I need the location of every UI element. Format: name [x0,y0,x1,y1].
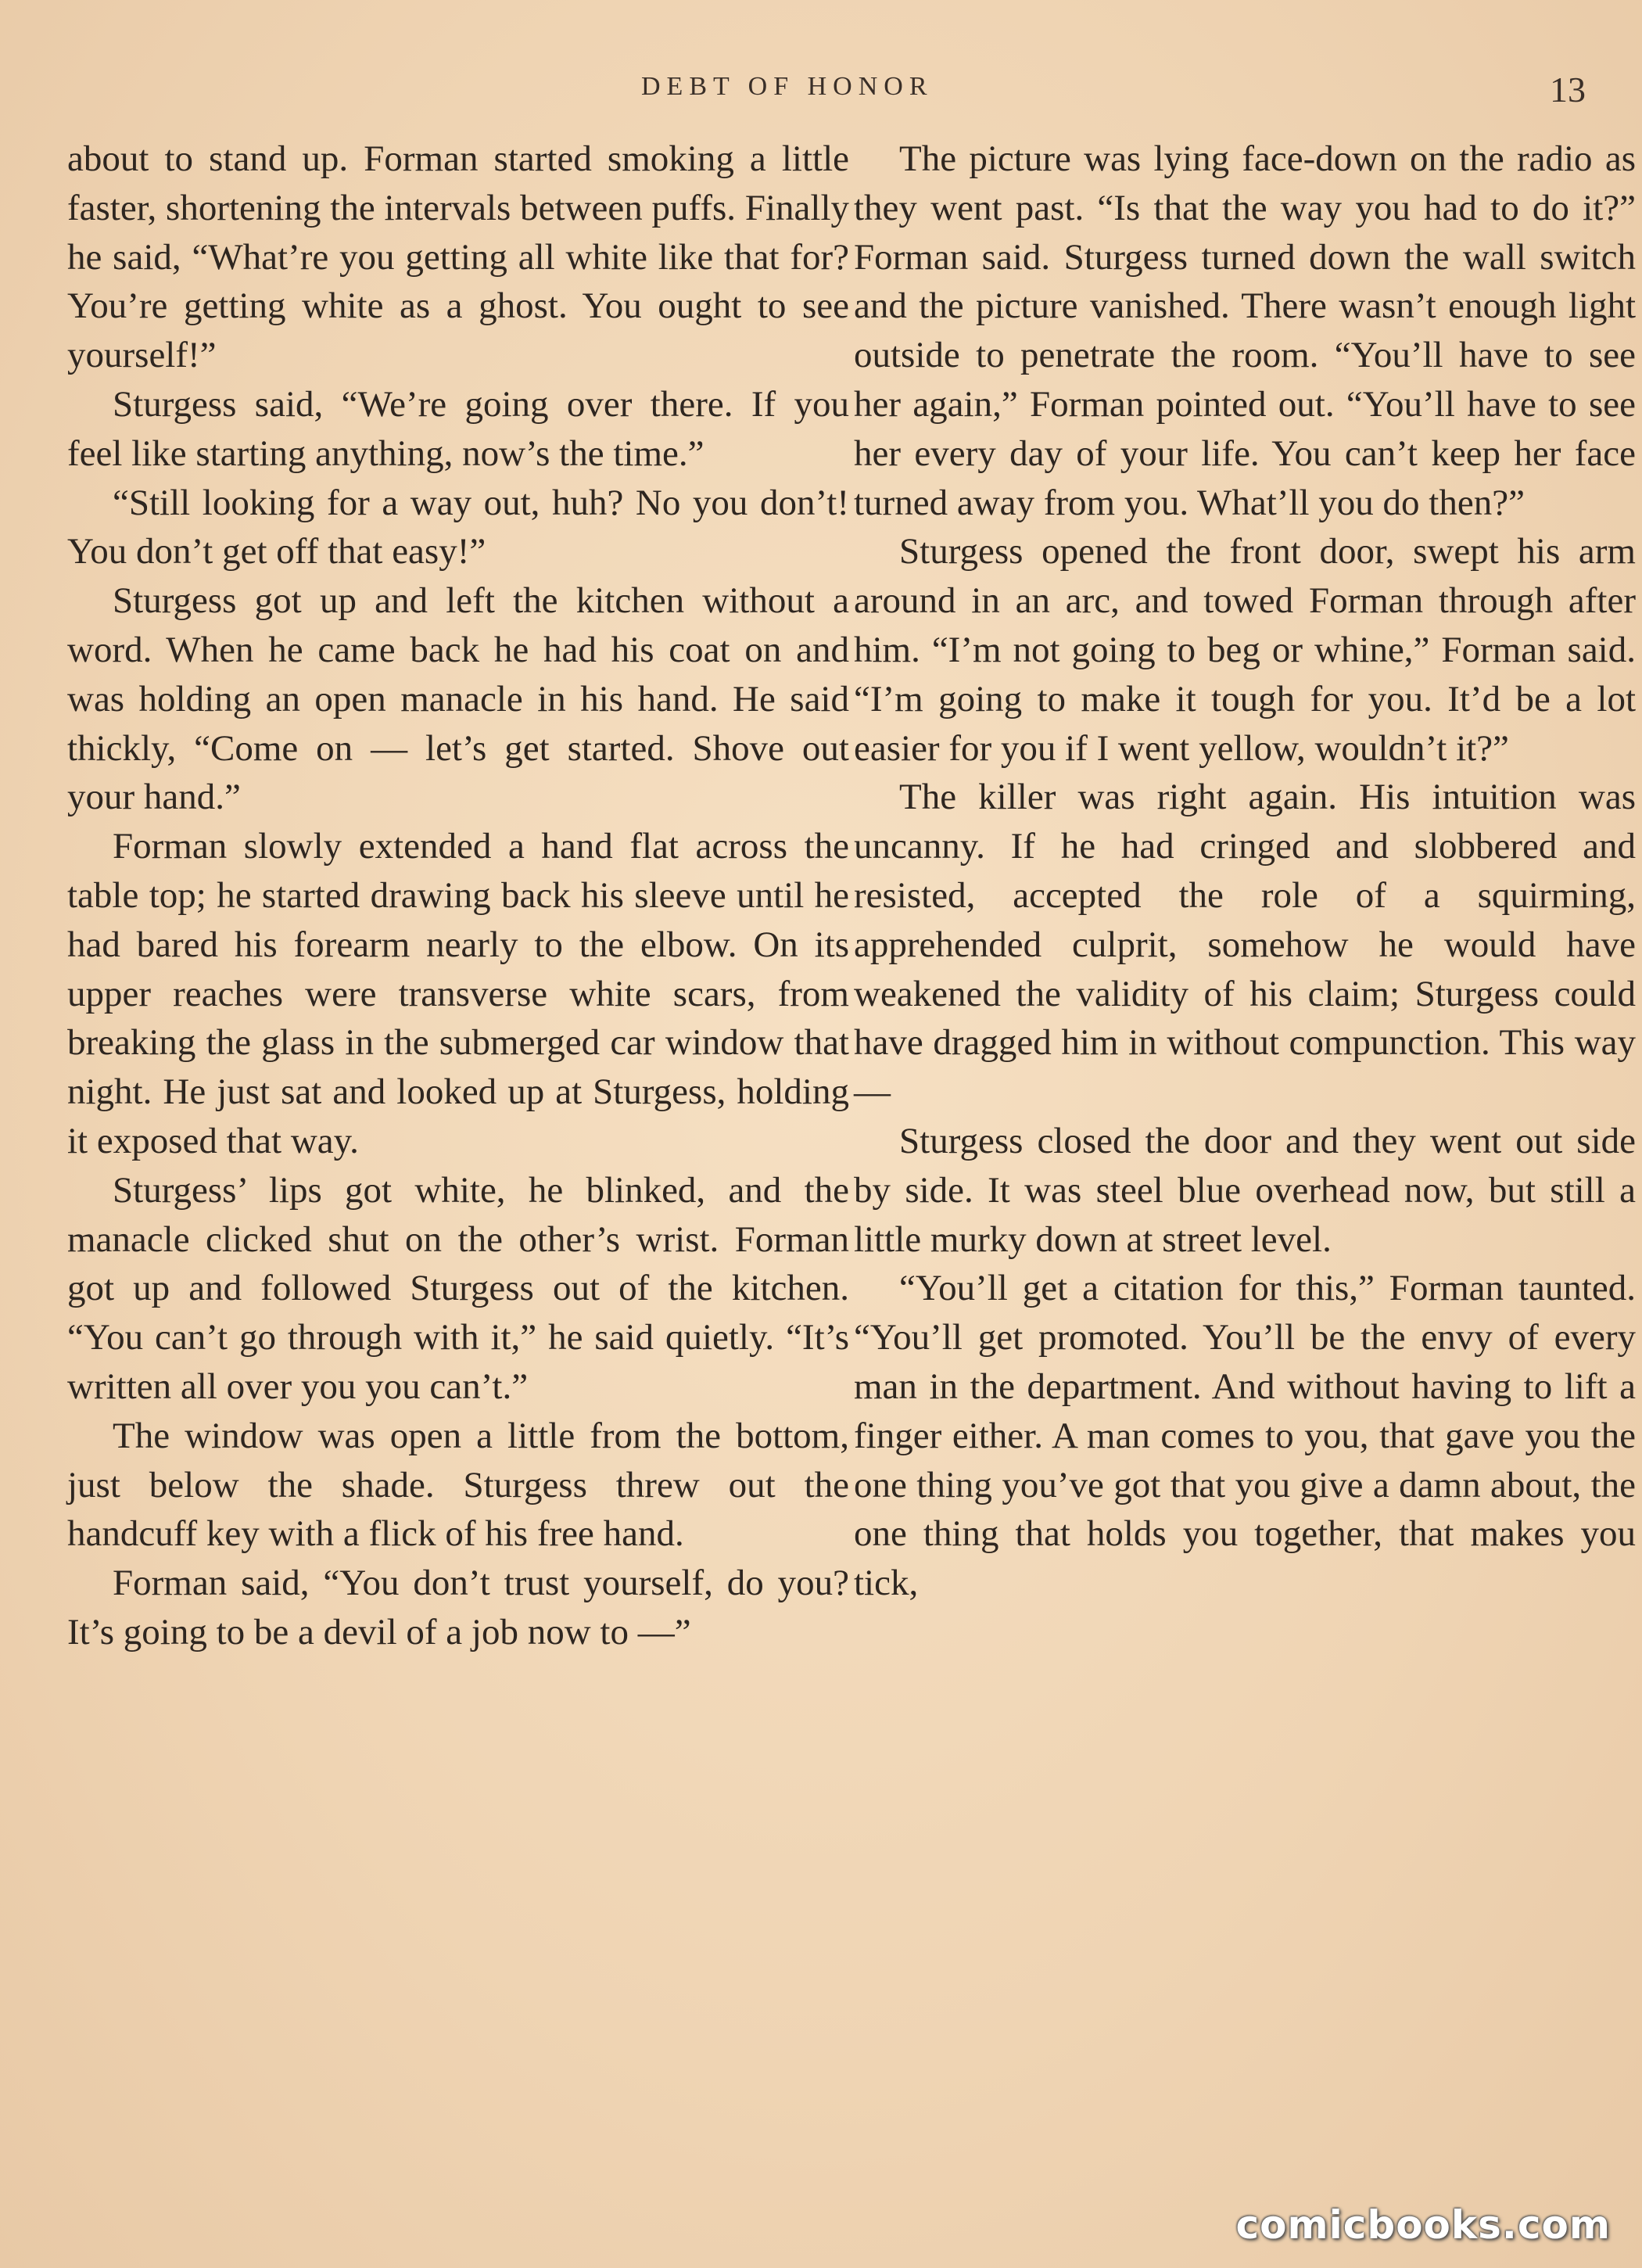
paragraph: Sturgess closed the door and they went out side by side. It was steel blue overhead now, but still a little murky down at street level. [854,1120,1636,1260]
watermark: comicbooks.com [1235,2202,1611,2248]
paragraph: “You’ll get a citation for this,” Forman taunted. “You’ll get promoted. You’ll be the envy of every man in the department. And without having to lift a finger either. A man comes to you, that gave you the one thing you’ve got that you give a damn about, the one thing that holds you together, that makes you tick, [854,1268,1636,1604]
paragraph: Sturgess said, “We’re going over there. If you feel like starting anything, now’s the time.” [67,383,849,474]
paragraph: The window was open a little from the bottom, just below the shade. Sturgess threw out the handcuff key with a flick of his free hand. [67,1415,849,1555]
running-title: DEBT OF HONOR [641,72,934,101]
right-column [854,135,1636,1608]
paragraph: about to stand up. Forman started smoking a little faster, shortening the intervals between puffs. Finally he said, “What’re you getting all white like that for? You’re getting white as a ghost. You ought to see yourself!” [67,138,849,376]
paragraph: “Still looking for a way out, huh? No you don’t! You don’t get off that easy!” [67,482,849,572]
paragraph: Forman slowly extended a hand flat across the table top; he started drawing back his sleeve until he had bared his forearm nearly to the elbow. On its upper reaches were transverse white scars, from breaking the glass in the submerged car window that night. He just sat and looked up at Sturgess, holding it exposed that way. [67,826,849,1161]
paragraph: Sturgess got up and left the kitchen without a word. When he came back he had his coat on and was holding an open manacle in his hand. He said thickly, “Come on — let’s get started. Shove out your hand.” [67,580,849,818]
paragraph: Forman said, “You don’t trust yourself, do you? It’s going to be a devil of a job now to —” [67,1563,849,1653]
paragraph: The picture was lying face-down on the radio as they went past. “Is that the way you had to do it?” Forman said. Sturgess turned down the wall switch and the picture vanished. There wasn’t enough light outside to penetrate the room. “You’ll have to see her again,” Forman pointed out. “You’ll have to see her every day of your life. You can’t keep her face turned away from you. What’ll you do then?” [854,138,1636,523]
running-head [0,72,1642,111]
paragraph: Sturgess opened the front door, swept his arm around in an arc, and towed Forman through after him. “I’m not going to beg or whine,” Forman said. “I’m going to make it tough for you. It’d be a lot easier for you if I went yellow, wouldn’t it?” [854,531,1636,769]
page-number: 13 [1550,70,1586,109]
left-column [67,135,849,1657]
paragraph: The killer was right again. His intuition was uncanny. If he had cringed and slobbered and resisted, accepted the role of a squirming, apprehended culprit, somehow he would have weakened the validity of his claim; Sturgess could have dragged him in without compunction. This way — [854,777,1636,1113]
paragraph: Sturgess’ lips got white, he blinked, and the manacle clicked shut on the other’s wrist. Forman got up and followed Sturgess out of the kitchen. “You can’t go through with it,” he said quietly. “It’s written all over you you can’t.” [67,1169,849,1407]
